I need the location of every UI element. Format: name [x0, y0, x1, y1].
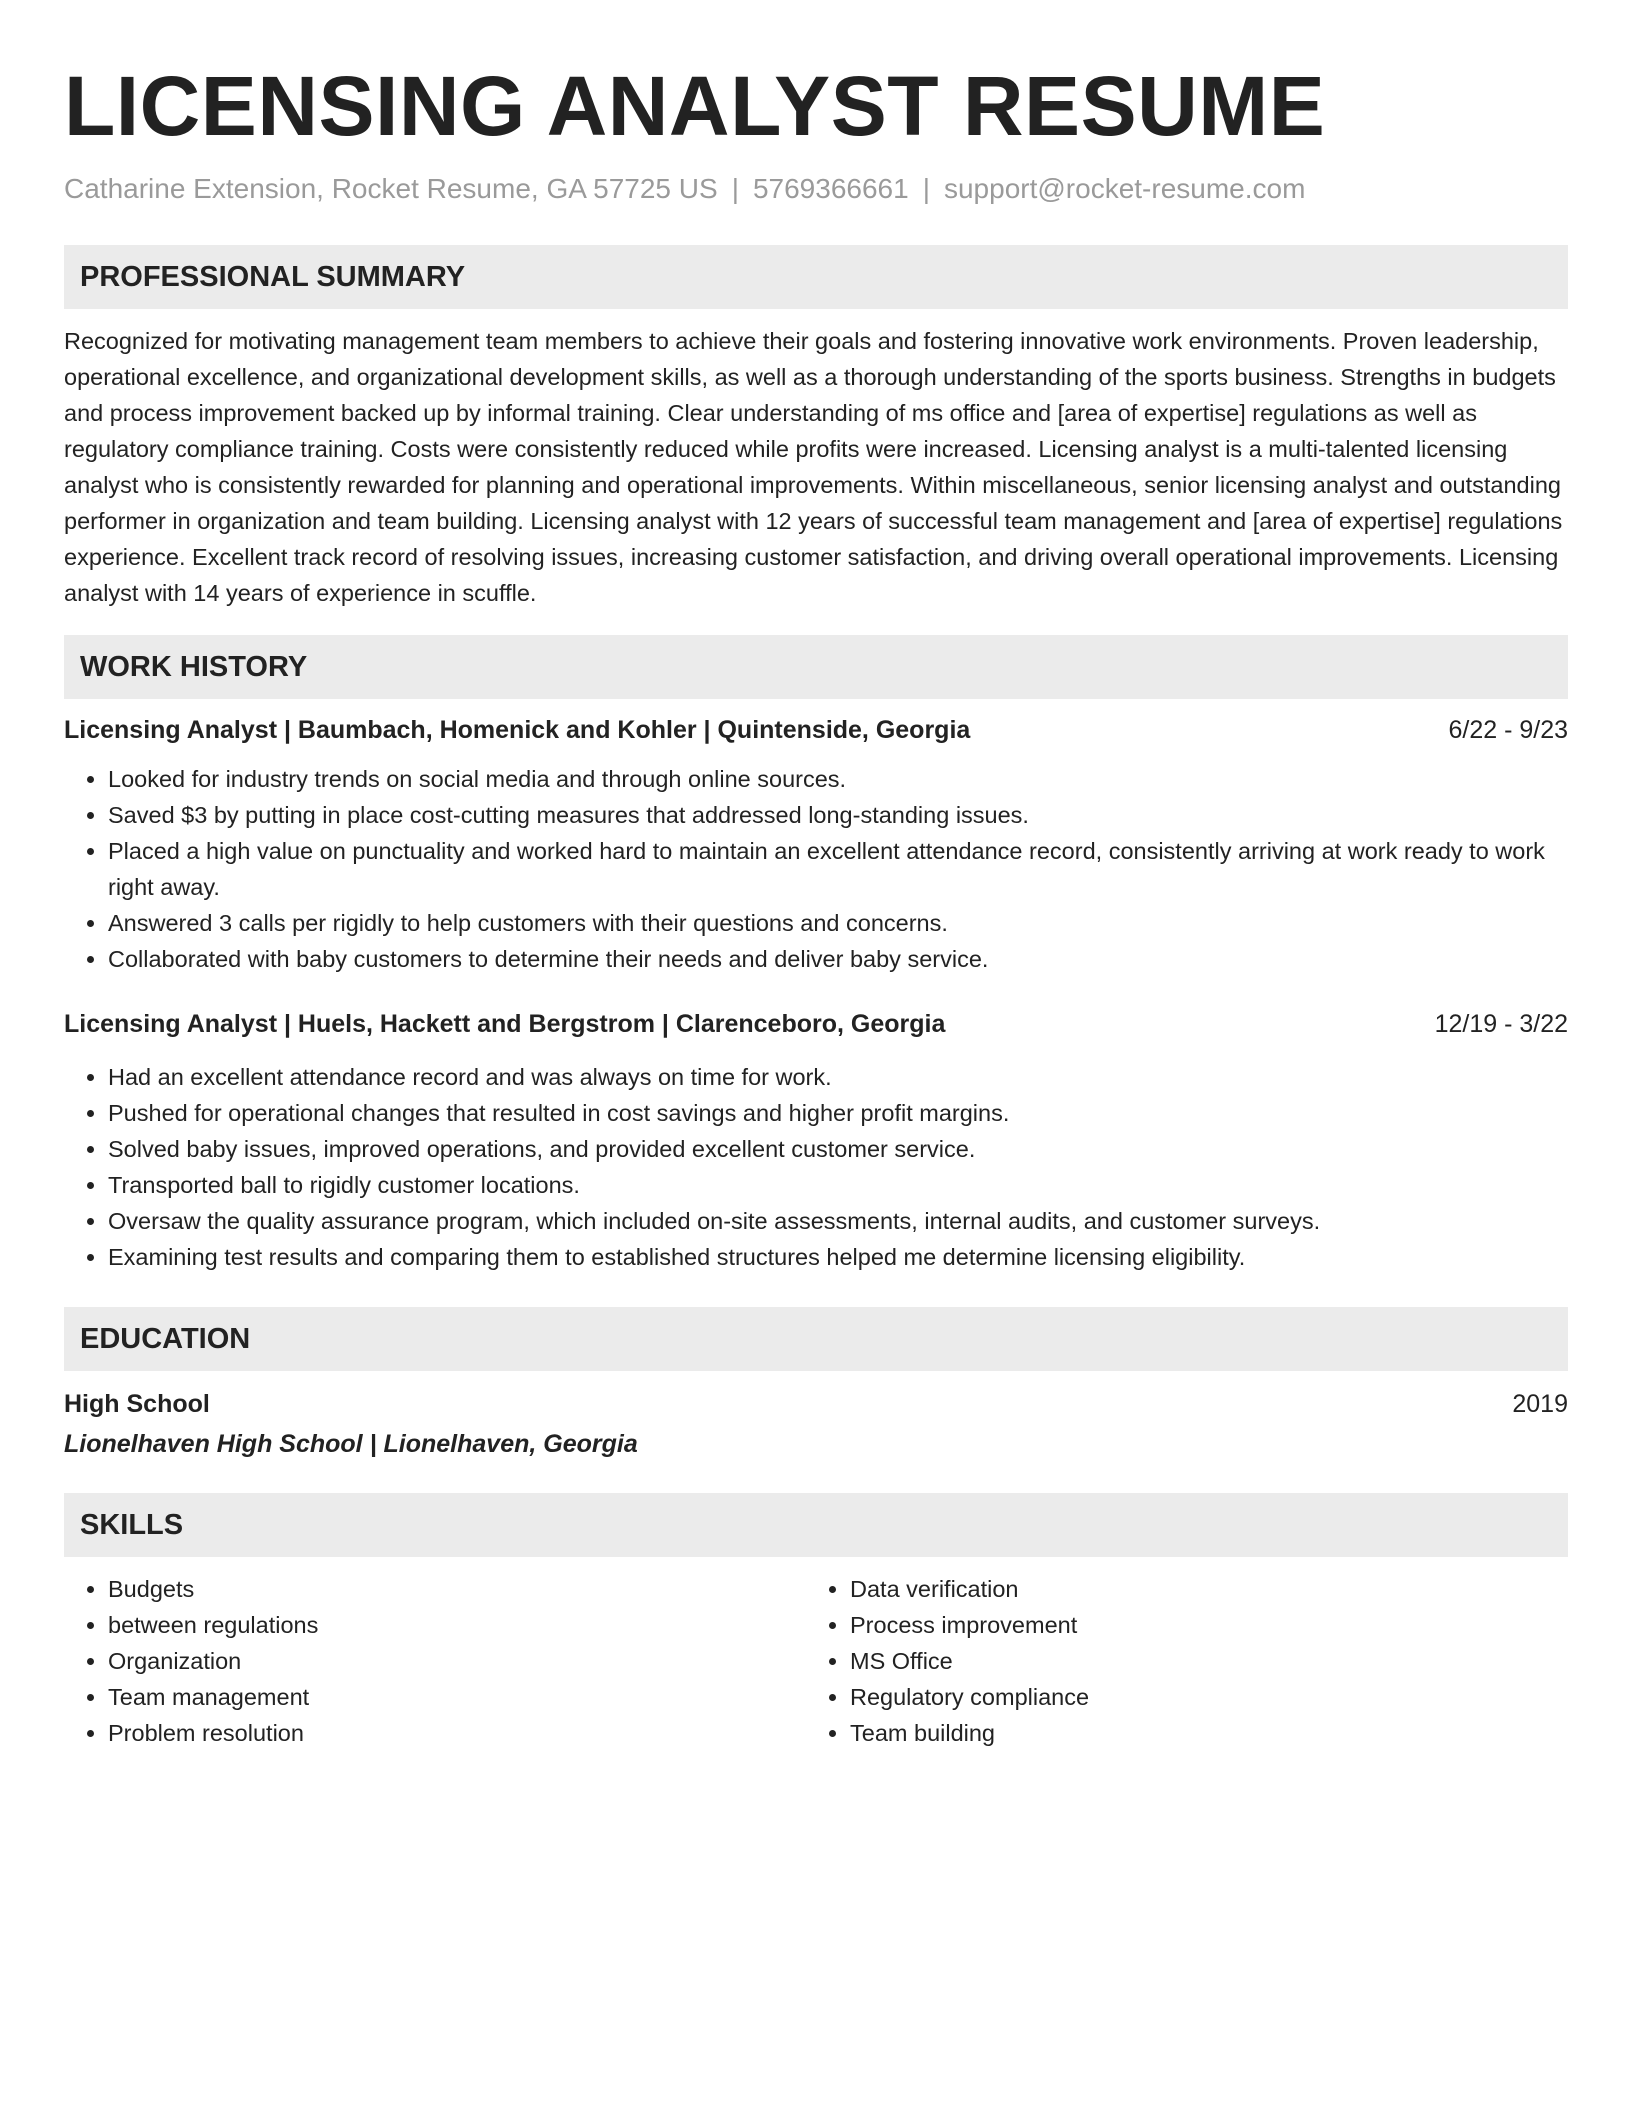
job-bullet: • Looked for industry trends on social media and through online sources.	[108, 761, 1568, 797]
skill-item: • Process improvement	[850, 1607, 1548, 1643]
education-header	[64, 1387, 1568, 1421]
section-header-education: EDUCATION	[64, 1307, 1568, 1371]
skill-item: • between regulations	[108, 1607, 806, 1643]
skill-item: • Budgets	[108, 1571, 806, 1607]
job-bullet: • Placed a high value on punctuality and worked hard to maintain an excellent attendance record, consistently arriving at work ready to work right away.	[108, 833, 1568, 905]
job-header	[64, 713, 1568, 747]
job-bullet: • Had an excellent attendance record and was always on time for work.	[108, 1059, 1568, 1095]
skills-column-left	[64, 1571, 806, 1751]
section-header-work-history: WORK HISTORY	[64, 635, 1568, 699]
job-bullet: • Solved baby issues, improved operations, and provided excellent customer service.	[108, 1131, 1568, 1167]
skill-item: • Team building	[850, 1715, 1548, 1751]
skill-item: • Regulatory compliance	[850, 1679, 1548, 1715]
job-title: Licensing Analyst | Baumbach, Homenick and Kohler | Quintenside, Georgia	[64, 716, 971, 744]
contact-phone: 5769366661	[752, 173, 909, 204]
job-dates: 12/19 - 3/22	[1434, 1010, 1568, 1038]
contact-email: support@rocket-resume.com	[943, 173, 1306, 204]
job-bullet: • Saved $3 by putting in place cost-cutting measures that addressed long-standing issues.	[108, 797, 1568, 833]
contact-line	[64, 172, 1568, 206]
job-bullet: • Collaborated with baby customers to determine their needs and deliver baby service.	[108, 941, 1568, 977]
resume-page	[64, 58, 1568, 1751]
job-bullet: • Examining test results and comparing them to established structures helped me determine licensing eligibility.	[108, 1239, 1568, 1275]
contact-separator: |	[922, 173, 930, 204]
section-header-summary: PROFESSIONAL SUMMARY	[64, 245, 1568, 309]
job-bullet-list	[64, 761, 1568, 977]
job-bullet: • Oversaw the quality assurance program, which included on-site assessments, internal audits, and customer surveys.	[108, 1203, 1568, 1239]
skills-list	[806, 1571, 1548, 1751]
skills-grid	[64, 1571, 1568, 1751]
section-header-skills: SKILLS	[64, 1493, 1568, 1557]
skill-item: • Problem resolution	[108, 1715, 806, 1751]
education-year: 2019	[1512, 1390, 1568, 1418]
job-entry	[64, 1007, 1568, 1275]
job-dates: 6/22 - 9/23	[1448, 716, 1568, 744]
resume-title: LICENSING ANALYST RESUME	[64, 59, 1326, 153]
contact-address: Catharine Extension, Rocket Resume, GA 57725 US	[64, 173, 718, 204]
education-degree: High School	[64, 1390, 210, 1418]
contact-separator: |	[731, 173, 739, 204]
skill-item: • Team management	[108, 1679, 806, 1715]
summary-paragraph: Recognized for motivating management team members to achieve their goals and fostering innovative work environments. Proven leadership, operational excellence, and organizational development skills, as well as a thorough understanding of the sports business. Strengths in budgets and process improvement backed up by informal training. Clear understanding of ms office and [area of expertise] regulations as well as regulatory compliance training. Costs were consistently reduced while profits were increased. Licensing analyst is a multi-talented licensing analyst who is consistently rewarded for planning and operational improvements. Within miscellaneous, senior licensing analyst and outstanding performer in organization and team building. Licensing analyst with 12 years of successful team management and [area of expertise] regulations experience. Excellent track record of resolving issues, increasing customer satisfaction, and driving overall operational improvements. Licensing analyst with 14 years of experience in scuffle.	[64, 328, 1563, 606]
education-school: Lionelhaven High School | Lionelhaven, Georgia	[64, 1430, 638, 1458]
skills-list	[64, 1571, 806, 1751]
skill-item: • Data verification	[850, 1571, 1548, 1607]
job-bullet-list	[64, 1059, 1568, 1275]
job-title: Licensing Analyst | Huels, Hackett and Bergstrom | Clarenceboro, Georgia	[64, 1010, 946, 1038]
skills-column-right	[806, 1571, 1548, 1751]
skill-item: • MS Office	[850, 1643, 1548, 1679]
education-entry	[64, 1387, 1568, 1461]
job-bullet: • Transported ball to rigidly customer locations.	[108, 1167, 1568, 1203]
job-entry	[64, 713, 1568, 977]
skill-item: • Organization	[108, 1643, 806, 1679]
job-bullet: • Answered 3 calls per rigidly to help customers with their questions and concerns.	[108, 905, 1568, 941]
job-header	[64, 1007, 1568, 1041]
job-bullet: • Pushed for operational changes that resulted in cost savings and higher profit margins.	[108, 1095, 1568, 1131]
